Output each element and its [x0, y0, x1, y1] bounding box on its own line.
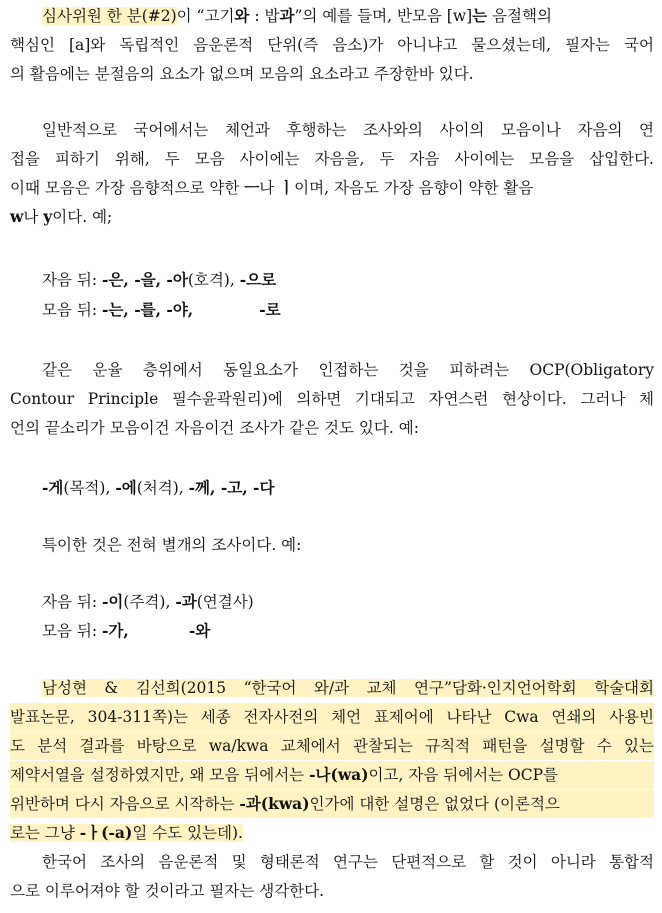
bold-text: 과	[279, 6, 295, 25]
text-run: 이 “고기	[176, 7, 235, 25]
text-run: 나	[23, 208, 44, 226]
text-run: 제약서열을 설정하였지만, 왜 모음 뒤에서는	[10, 766, 310, 784]
example-2-line	[42, 474, 662, 502]
paragraph-5-line-6	[10, 819, 243, 847]
text-run: 음절핵의	[487, 7, 552, 25]
paragraph-1-line-1	[42, 2, 654, 30]
text-run: (주격),	[123, 593, 176, 611]
bold-text: -가,	[102, 621, 129, 640]
paragraph-6-line-1: 한국어 조사의 음운론적 및 형태론적 연구는 단편적으로 할 것이 아니라 통합적	[42, 853, 654, 871]
paragraph-3-line-2: Contour Principle 필수윤곽원리)에 의하면 기대되고 자연스런 현상이다. 그러나 체	[10, 390, 654, 408]
bold-text: -게	[42, 478, 64, 497]
paragraph-6-line-2: 으로 이루어져야 할 것이라고 필자는 생각한다.	[10, 882, 325, 900]
paragraph-5-line-5	[10, 790, 654, 818]
text-run: 위반하며 다시 자음으로 시작하는	[10, 795, 240, 813]
bold-text: -는, -를, -야,	[102, 300, 194, 319]
highlighted-reviewer-text: 심사위원 한 분(#2)	[42, 7, 177, 25]
paragraph-2-line-4	[10, 203, 654, 231]
paragraph-2-line-3	[10, 174, 654, 202]
text-run: ”의 예를 들며, 반모음 [w]	[294, 7, 473, 25]
paragraph-1-line-3: 의 활음에는 분절음의 요소가 없으며 모음의 요소라고 주장한바 있다.	[10, 65, 474, 83]
bold-text: w	[10, 207, 24, 226]
paragraph-5-line-1	[42, 674, 654, 702]
bold-text: ㅣ	[279, 178, 295, 197]
bold-text: -이	[102, 592, 124, 611]
text-run: 인가에 대한 설명은 없었다 (이론적으	[309, 795, 560, 813]
text-run: 나	[259, 179, 280, 197]
example-1-consonant-line	[42, 266, 662, 294]
text-run: : 밥	[249, 7, 280, 25]
text-run: (처격),	[136, 479, 189, 497]
example-3-vowel-line	[42, 617, 662, 645]
bold-text: -은, -을, -아	[102, 270, 188, 289]
example-label: 자음 뒤:	[42, 271, 102, 289]
text-run: (연결사)	[196, 593, 254, 611]
example-label: 자음 뒤:	[42, 593, 102, 611]
bold-text: -에	[115, 478, 137, 497]
bold-text: 와	[234, 6, 250, 25]
paragraph-2-line-2: 접을 피하기 위해, 두 모음 사이에는 자음을, 두 자음 사이에는 모음을 삽입한다.	[10, 150, 654, 168]
bold-text: -나(wa)	[309, 765, 369, 784]
text-run: 이고, 자음 뒤에서는 OCP를	[368, 766, 559, 784]
paragraph-5-line-3: 도 분석 결과를 바탕으로 wa/kwa 교체에서 관찰되는 규칙적 패턴을 설명할 수 있는	[10, 732, 654, 760]
bold-text: -께, -고, -다	[188, 478, 275, 497]
paragraph-1-line-2: 핵심인 [a]와 독립적인 음운론적 단위(즉 음소)가 아니냐고 물으셨는데, 필자는 국어	[10, 36, 654, 54]
bold-text: 는	[472, 6, 488, 25]
paragraph-3-line-3: 언의 끝소리가 모음이건 자음이건 조사가 같은 것도 있다. 예:	[10, 419, 419, 437]
bold-text: -와	[188, 621, 211, 640]
example-label: 모음 뒤:	[42, 301, 102, 319]
paragraph-2-line-1: 일반적으로 국어에서는 체언과 후행하는 조사와의 사이의 모음이나 자음의 연	[42, 121, 654, 139]
bold-text: -과	[175, 592, 197, 611]
bold-text: -로	[259, 300, 281, 319]
paragraph-5-line-4	[10, 761, 654, 789]
bold-text: -으로	[239, 270, 277, 289]
text-run: 이때 모음은 가장 음향적으로 약한	[10, 179, 245, 197]
text-run: 로는 그냥	[10, 824, 80, 842]
example-1-vowel-line	[42, 296, 662, 324]
paragraph-5-line-2: 발표논문, 304-311쪽)는 세종 전자사전의 체언 표제어에 나타난 Cwa 연쇄의 사용빈	[10, 703, 654, 731]
text-run: (목적),	[63, 479, 116, 497]
text-run: (호격),	[187, 271, 240, 289]
bold-text: y	[43, 207, 53, 226]
text-run: 일 수도 있는데).	[132, 824, 243, 842]
text-run: 이며, 자음도 가장 음향이 약한 활음	[294, 179, 534, 197]
bold-text: -ㅏ(-a)	[79, 823, 133, 842]
text-run: 이다. 예;	[52, 208, 113, 226]
paragraph-4-line-1: 특이한 것은 전혀 별개의 조사이다. 예:	[42, 536, 302, 554]
paragraph-3-line-1: 같은 운율 층위에서 동일요소가 인접하는 것을 피하려는 OCP(Obligatory	[42, 361, 654, 379]
bold-text: -과(kwa)	[239, 794, 310, 813]
highlighted-text: 남성현 & 김선희(2015 “한국어 와/과 교체 연구”담화·인지언어학회 학술대회	[42, 679, 654, 697]
bold-text: ㅡ	[244, 178, 260, 197]
example-3-consonant-line	[42, 588, 662, 616]
example-label: 모음 뒤:	[42, 622, 102, 640]
